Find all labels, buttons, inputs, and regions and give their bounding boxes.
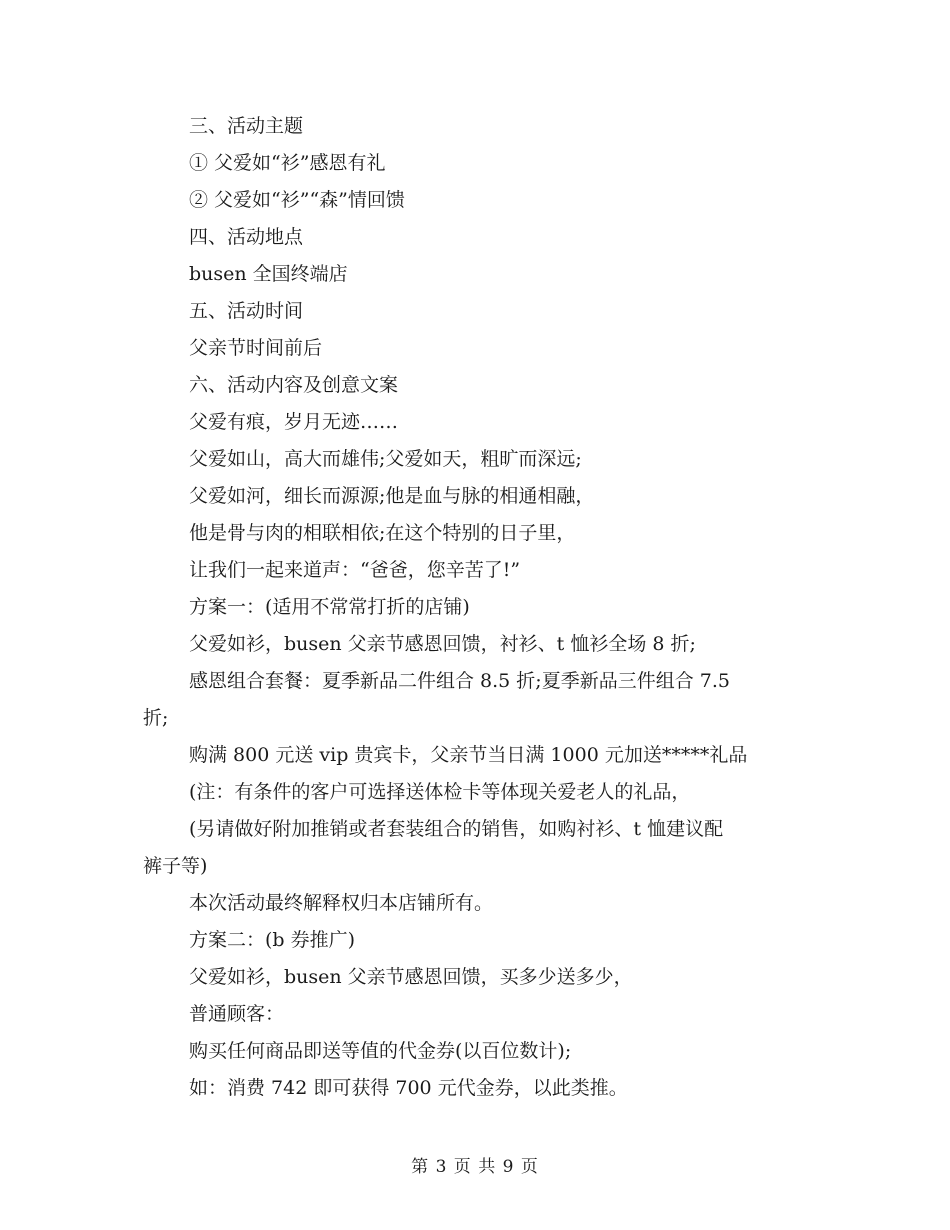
text-line: 父亲节时间前后: [189, 337, 323, 359]
text-line: 普通顾客：: [189, 1003, 285, 1025]
page-number-footer: 第 3 页 共 9 页: [411, 1157, 539, 1177]
text-line: 他是骨与肉的相联相依;在这个特别的日子里，: [189, 522, 576, 544]
text-line: ① 父爱如“衫”感恩有礼: [189, 152, 386, 174]
text-line: 裤子等): [143, 855, 208, 877]
text-line: 父爱如衫，busen 父亲节感恩回馈，买多少送多少，: [189, 966, 633, 988]
text-line: 四、活动地点: [189, 226, 304, 248]
text-line: 本次活动最终解释权归本店铺所有。: [189, 892, 494, 914]
text-line: 如：消费 742 即可获得 700 元代金券，以此类推。: [189, 1077, 628, 1099]
text-line: 三、活动主题: [189, 115, 304, 137]
text-line: 感恩组合套餐：夏季新品二件组合 8.5 折;夏季新品三件组合 7.5: [189, 670, 730, 692]
text-line: 父爱如山，高大而雄伟;父爱如天，粗旷而深远;: [189, 448, 582, 470]
text-line: 购买任何商品即送等值的代金券(以百位数计);: [189, 1040, 572, 1062]
text-line: busen 全国终端店: [189, 263, 348, 285]
text-line: (注：有条件的客户可选择送体检卡等体现关爱老人的礼品，: [189, 781, 691, 803]
text-line: 父爱有痕，岁月无迹……: [189, 411, 399, 433]
text-line: 购满 800 元送 vip 贵宾卡，父亲节当日满 1000 元加送*****礼品: [189, 744, 748, 766]
text-line: (另请做好附加推销或者套装组合的销售，如购衬衫、t 恤建议配: [189, 818, 724, 840]
text-line: 父爱如河，细长而源源;他是血与脉的相通相融，: [189, 485, 595, 507]
text-line: ② 父爱如“衫”“森”情回馈: [189, 189, 405, 211]
text-line: 六、活动内容及创意文案: [189, 374, 399, 396]
text-line: 让我们一起来道声：“爸爸，您辛苦了!”: [189, 559, 521, 581]
text-line: 折;: [143, 707, 169, 729]
text-line: 五、活动时间: [189, 300, 304, 322]
text-line: 方案一：(适用不常常打折的店铺): [189, 596, 470, 618]
document-body: [143, 108, 808, 1107]
text-line: 父爱如衫，busen 父亲节感恩回馈，衬衫、t 恤衫全场 8 折;: [189, 633, 696, 655]
text-line: 方案二：(b 券推广): [189, 929, 356, 951]
